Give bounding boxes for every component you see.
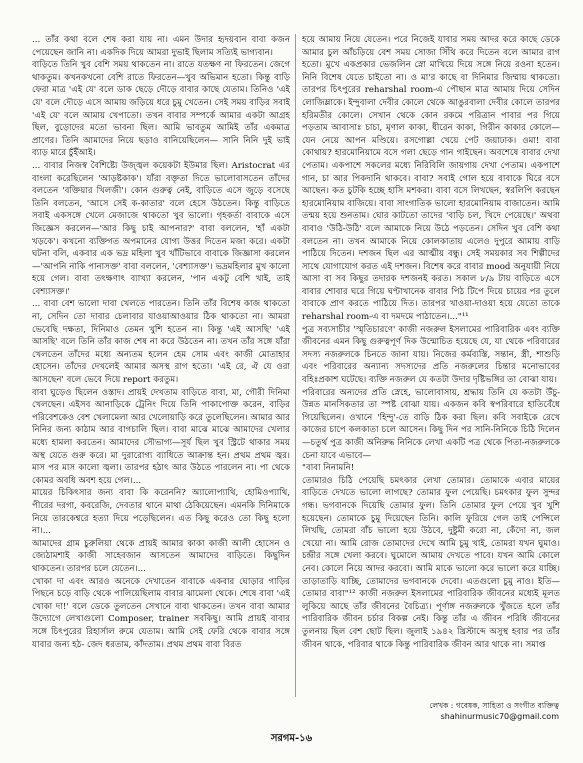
author-credit-line: লেখক : গবেষক, সাহিত্য ও সংগীত ব্যক্তিত্ব [429, 701, 559, 710]
paragraph: ... বাবা বেশ ভালো দাবা খেলতে পারতেন। তিনি তাঁর বিশেষ কাজ থাকতো না, সেদিন তো দাবার চেলাবার যাওয়াআওয়ার ঠিক থাকতো না। আমরা ভেবেছি দক্ষতা, দিনিমাও তেমন খুশি হতেন না। কিন্তু 'এই আসছি' 'এই আসছি' বলে তিনি তাঁর কাজ শেষ না করে উঠতেন না। তখন তাঁর সঙ্গে যাঁরা খেলতেন তাঁদের মধ্যে অন্যতম হলেন হেম সোম এবং কাজী মোতাহার হোসেন। তাঁদের দেখলেই আমার অসস্থ রাগ হতো। 'এই রে, ঐ যে ওরা আসছেন' বলে ভেবে দিয়ে report করতুম। [32, 299, 290, 386]
column-divider [295, 34, 296, 697]
paragraph: পুত্র সব্যসাচীর 'স্মৃতিচারণে' কাজী নজরুল ইসলামের পারিবারিক এবং ব্যক্তি জীবনের এমন কিছু গুরুত্বপূর্ণ দিক উন্মোচিত হয়েছে যে, যা থেকে পরিবারের সদস্য নজরুলকে চিনতে জানা যায়। নিজের কর্মব্যস্তি, সন্তান, স্ত্রী, শাশুড়ি এবং পরিবারের অন্যান্য সদস্যদের প্রতি নজরুলের চিন্তার মনোভাবের বহিঃপ্রকাশ ঘটেছে। ব্যক্তি নজরুল যে কতটা উদার দৃষ্টিভঙ্গির তা বোঝা যায়। [302, 324, 560, 386]
paragraph: আমাদের গ্রাম চুরুলিয়া থেকে প্রায়ই আমার কাকা কাজী আলী হোসেন ও জ্যেঠামশাই কাজী সাহেবজান আসতেন আমাদের বাড়িতে। কিছুদিন থাকতেন। তারপর চলে যেতেন।... [32, 538, 290, 574]
paragraph: পরিবারের অন্যদের প্রতি স্নেহে, ভালোবাসায়, শ্রদ্ধায় তিনি যে কতটা উঁচু-উন্নত মানসিকতার তা স্পষ্ট বোঝা যায়। একজন কবি স্বপরিবারে হাতিবেঁধে গিয়েছিলেন। ওখানে 'হিন্দু'-তে বাড়ি ঠিক করা ছিল। কবি সবাইকে রেখে কাজের চাপে কলকাতা চলে আসেন। কিছু দিন পর সানি-নিনিকে চিঠি দিলেন—চতুর্থ পুত্র কাজী অনিরুদ্ধ নিনিকে লেখা একটি পত্র থেকে পিতা-নজরুলকে চেনা যাবে এভাবে— [302, 387, 560, 461]
paragraph: বাবা ঘুড়েও ছিলেন ওস্তাদ। প্রায়ই দেখতাম বাড়িতে বাবা, মা, গৌরী দিনিমা খেলছেন। এইসব আনাড়িকে ট্রেনিং দিয়ে তিনি পাকাপোক্ত করেন, বাড়ির পরিবেশকেও বেশ খেলামেলা আর খেলোয়াড়ি করে তুলেছিলেন। আমার আর নিনির জন্য কাঠাম আর বাগচালি ছিল। বাবা মাঝে মাঝে আমাদের খেলার মধ্যে হামলা করতেন। আমাদের সৌভাগ্য—সূর্য ছিল খুব স্ট্রিটে থাকার সময় অস্থ যেতে গুরু করে। মা দুরারোগ্য ব্যাধিতে আক্রান্ত হন। প্রথম প্রথম জ্বর। মাস পর মাস কালো জ্বলা। তারপর হঠাৎ আর উঠতে পারলেন না। পা থেকে কোমর অবধি অবশ হয়ে গেল।... [32, 387, 290, 486]
paragraph: খোকা দা এবং আরও অনেকে দেখাতেন বাবাকে একবার ঘোড়ার গাড়ির পিছনে চড়ে বাড়ি থেকে পালিয়েছিলাম বাবার ঝামেলা থেকে। শেষে বাবা 'এই খোকা দা!' বলে ডেকে তুলতেন সেখানে বাবা থাকতেন। তখন বাবা আমার উদ্যোগে লেখাগুলো Composer, trainer সবকিছু। আমি প্রায়ই বাবার সঙ্গে চিৎপুরের রিহার্সাল রুমে যেতাম। আমি সেই ফেরি থেকে বাবার সঙ্গে যাবার জন্য হঠ- জেদ ধরতাম, কাঁদতাম। প্রথম প্রথম বাবা বিরত [32, 576, 290, 650]
paragraph: ... তাঁর কথা বলে শেষ করা যায় না। এমন উদার হৃদয়বান বাবা কজন পেয়েছেন জানি না। একদিক দিয়ে আমরা দুভাই ছিলাম সত্যিই ভাগ্যবান। [32, 35, 290, 58]
paragraph: বাড়িতে তিনি খুব বেশি সময় থাকতেন না। রাতে যতক্ষণ না ফিরতেন। জেগে থাকতুম। কখনকখনো বেশি রাতে ফিরতেন—খুব অভিমান হতো। কিন্তু বাড়ি ফেরা মাত্র 'এই যে' বলে ডাক ছেড়ে দৌড়ে বাবার কাছে যেতাম। তিনিও 'এই যে' বলে দৌড়ে এসে আমায় জড়িয়ে ধরে চুমু খেতেন। সেই সময় বাড়ির সবাই 'এই যে' বলে আমায় খেপাতো। তখন বাবার সম্পর্কে আমার একটা আগ্রহ ছিল, বুড়োদের মতো ভাবনা ছিল। আমি ভাবতুম আমিই তাঁর একমাত্র প্রাণের। তিনি আমাদের নিয়ে ছড়াও বানিয়েছিলেন— সানি নিনি দুই ভাই ব্যাড় মারে চুঁইঁআই। [32, 60, 290, 159]
paragraph: ... বাবার নিজস্ব বৈশিষ্ট্যে উজ্জ্বল কয়েকটা ইউমার ছিল। Aristocrat এর বাংলা করেছিলেন 'আড়ষ্টকাক'। যাঁরা বক্তৃতা দিতে ভালোবাসতেন তাঁদের বলতেন 'বক্তিয়ার খিলজী'। কোন গুরুত্ব নেই, বাড়িতে এসে জুড়ে বসেছে তিনি বলতেন, 'আসে সেই ক-কাতার' বলে হেসে উঠতেন। কিন্তু বাড়িতে সবাই একসঙ্গে খেলে মেজাজে থাকতো খুব ভালো। গৃহকর্তা বাবাকে এসে জিজ্ঞেস করলেন—'আর কিছু চাই আপনার?' বাবা বললেন, 'হাঁ একটা খড়কে'। কখনো ব্যক্তিগত অপমানের যোগ্য উত্তর দিতেন মজা করে। একটা ঘটনা বলি, একবার এক ভদ্র মহিলা খুব খাঁটিভাবে বাবাকে জিজ্ঞাসা করলেন—'আপনি নাকি পানাসক্ত' বাবা বললেন, 'বেশ্যাসক্ত'। ভদ্রমহিলার মুখ কালো হয়ে গেল। বাবা তৎক্ষণাৎ ব্যাখ্যা করলেন, 'পান একটু বেশি খাই, তাই বেশ্যাসক্ত।' [32, 160, 290, 297]
paragraph: হয়ে আমায় নিয়ে যেতেন। পরে নিজেই যাবার সময় আদর করে কাছে ডেকে আমার চুল আঁচড়িয়ে বেশ সময় সোজা সিঁথি করে দিতেন বলে আমার রাগ হতো। মুখে একপ্রকার ভেজলিন স্নো মাখিয়ে দিয়ে সঙ্গে নিয়ে রওনা হতেন। নিনি বিশেষ যেতে চাইতো না। ও মা'র কাছে বা দিনিমার জিম্মায় থাকতো। তারপর চিৎপুরের reharshal room-এ পৌছান মাত্র আমায় দিয়ে সেদিন লোজিম্লাকে। ইন্দুবালা দেবীর কোলে থেকে আঙুরবালা দেবীর কোলে তারপর হরিমতীর কোলে। সেখান থেকে কোন রকমে পরিত্রান পাবার পর গিয়ে পড়তাম আবাসাঃ চাচা, মৃণাল কাকা, ধীরেন কাকা, গিরীন কাকার কোলে—যেন নেয়ে আপন মণ্ডিয়ে। রসগোল্লা খেয়ে পেট জয়াঢাক। ওমা! বাবা কোথায়? হারমোনিয়ামে বসে গলা ছেড়ে গান গাইছেন। অবশেষে বাবার দেখা পেতাম। একপাশে সকলের মধ্যে নিরিবিলি জায়গায় দেখা পেতাম। একপাশে গান, চা আর পিকদানি থাকবে। বাবা? সবাই গোল হয়ে বাবাকে ঘিরে বসে আছেন। কত চুটকি হচ্ছে হাসি মশকরা। বাবা বসে লিখছেন, স্বরলিপি করছেন হারমোনিয়াম বাজিয়ে। বাবা সাংগাতিক ভালো হারমোনিয়াম বাজাতেন। আমি তন্ময় হয়ে শুনতাম। ঘোর কাটতো তাদের 'বাড়ি চল, খিদে পেয়েছে।' অথবা বাবাও 'উঠি-উঠি' বলে আমাকে নিয়ে উঠে পড়তেন। সেদিন খুব বেশি কথা বলতেন না। তখন আমাকে নিয়ে কোলকাতায় এলেও দুপুরে আমায় বাড়ি পাঠিয়ে দিতেন। দশজন ছিল এর আত্মীয় বন্ধু। সেই সময়কার সব শিল্পীদের সাথে যোগাযোগ করত এই দশজন। বিশেষ করে বাবার mood অনুযায়ী নিয়ে আসা বা সব কিছুর তদারক দশজনই করত। সকাল ৮/৯ টায় বাড়িতে এসে বাবার শোবার ঘরে গিয়ে ঘণ্টাখানেক বাবার পিঠ টিপে দিয়ে চায়ের পর তুলে বাবাকে প্রাণ করতে পাঠিয়ে দিত। তারপর খাওয়া-দাওয়া হয়ে যেতো তাকে reharshal room-এ বা দমদমে পাঠাতেন।..."¹¹ [302, 35, 560, 323]
right-column [302, 34, 560, 697]
letter-body: তোমারও চিঠি পেয়েছি চমৎকার লেখা তোমার। তোমাকে এবার মায়ের বাড়িতে দেখতে ভালো লাগছে? তোমার ফুল পেয়েছি। চমৎকার ফুল সুন্দর গন্ধ। ভগবানকে দিয়েছি তোমার ফুল। তিনি তোমার ফুল পেয়ে খুব খুশি হয়েছেন। তোমাকে চুমু দিয়েছেন তিনি। কালি ফুরিয়ে গেল তাই পেন্সিলে লিখছি, তোমরা বাঁচ ভালো হয়ে উঠবে, দুষ্টুমী করো না, কেঁদো না, জল খেয়ো না। আমি রোজ তোমাদের দেখে আমি চুমু খাই, তোমরা যখন ঘুমাও। চন্দ্রীর সঙ্গে খেলা করবে। ঘুমোলে আমায় দেখতে পাবে। যখন আমি কোলে নেব। কোলে নিয়ে আদর করবো। আমি মাকে ভালো করে ভালো করে যাচ্ছি। তাড়াতাড়ি যাচ্ছি, তোমাদের ভগবানকে দেবো। এতগুলো চুমু নাও। ইতি—তোমার বাবা"¹² কাজী নজরুল ইসলামের পারিবারিক জীবনের মধ্যেই মূলত লুকিয়ে আছে তাঁর জীবনের বৈচিত্র্য। পূর্ণাঙ্গ নজরুলকে খুঁজতে হলে তাঁর পারিবারিক জীবন চর্চার বিকল্প নেই। কিন্তু তাঁর এ জীবন পরিধি জীবনের তুলনায় ছিল বেশ ছোট ছিল। জুলাই ১৯৪২ খ্রিস্টাব্দে অসুস্থ হবার পর তাঁর জীবন থাকে, পরিবার থাকে কিন্তু পারিবারিক জীবন আর থাকে না। সমাপ্ত [302, 475, 560, 650]
author-credit [429, 700, 559, 722]
letter-salutation: "বাবা নিনামনি! [302, 463, 355, 474]
author-email: shahinurmusic70@gmail.com [440, 712, 559, 721]
left-column [32, 34, 290, 697]
page-number: সরগম-১৬ [270, 733, 313, 744]
paragraph: মায়ের চিকিৎসার জন্য বাবা কি করেননি? অ্যালোপ্যাথি, হোমিওপ্যাথি, পীরের দরগা, কবরেজি, দেবতার থানে মাথা ঠেকিয়েছেন। এমনকি দিনিমাকে নিয়ে তারকেশ্বরে হত্যা দিয়ে পড়েছিলেন। এত কিছু করেও তো কিছু হলো না।... [32, 488, 290, 537]
